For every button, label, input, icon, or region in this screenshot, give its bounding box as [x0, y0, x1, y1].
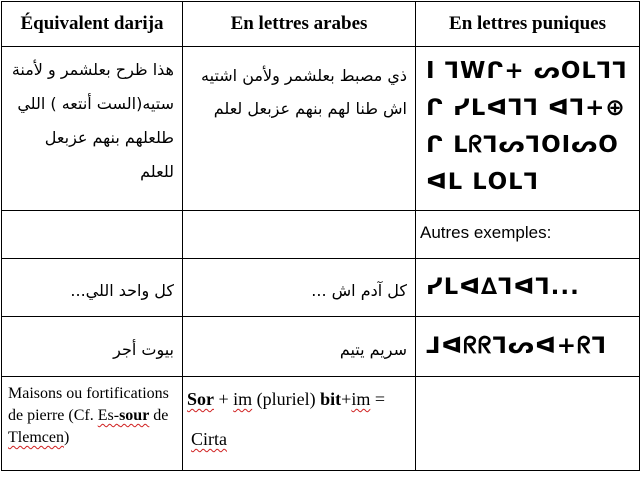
- formula-im: im: [351, 389, 371, 409]
- arabic-letters-cell: كل آدم اش ...: [183, 259, 416, 317]
- formula-text: =: [370, 389, 385, 409]
- darija-cell: كل واحد اللي...: [2, 259, 183, 317]
- formula-sor: Sor: [187, 389, 214, 409]
- header-row: [2, 2, 640, 47]
- autres-exemples-label: Autres exemples:: [416, 211, 640, 259]
- formula-im: im: [233, 389, 253, 409]
- formula-cirta: Cirta: [191, 429, 227, 449]
- note-text: Maisons ou fortifications de pierre (Cf.: [8, 385, 169, 424]
- header-arabic-letters: En lettres arabes: [183, 2, 416, 47]
- row-autres-exemples: [2, 211, 640, 259]
- formula-text: +: [214, 389, 234, 409]
- punic-letters-cell: ᒧᐊᖇᖇᒣᔕᐊ+ᖇᒣ: [416, 317, 640, 377]
- formula-text: +: [341, 389, 352, 409]
- transliteration-table: [1, 1, 640, 471]
- arabic-letters-cell: سريم يتيم: [183, 317, 416, 377]
- header-punic-letters: En lettres puniques: [416, 2, 640, 47]
- row-main-inscription: [2, 47, 640, 211]
- darija-cell: بيوت أجر: [2, 317, 183, 377]
- sor-formula-cell: [183, 377, 416, 471]
- formula-bit: bit: [320, 389, 342, 409]
- darija-cell: هذا ظرح بعلشمر و لأمنة ستيه(الست أنتعه ) اللي طلعلهم بنهم عزبعل للعلم: [2, 47, 183, 211]
- note-tlemcen: Tlemcen: [8, 429, 64, 446]
- empty-cell: [183, 211, 416, 259]
- empty-cell: [416, 377, 640, 471]
- row-sor-cirta: [2, 377, 640, 471]
- note-text: ): [63, 429, 70, 446]
- arabic-letters-cell: ذي مصبط بعلشمر ولأمن اشتيه اش طنا لهم بنهم عزبعل لعلم: [183, 47, 416, 211]
- note-sour: sour: [119, 407, 150, 424]
- note-es: Es-: [97, 407, 120, 424]
- maisons-note-cell: [2, 377, 183, 471]
- header-darija: Équivalent darija: [2, 2, 183, 47]
- note-text: de: [149, 407, 169, 424]
- empty-cell: [2, 211, 183, 259]
- punic-letters-cell: I ᒣWᒋ+ ᔕOᒪᒣᒣᒋ ᓯᒪᐊᒣᒣ ᐊᒣ+⊕ᒋ ᒪᖇᒣᔕᒣOIᔕOᐊᒪ ᒪOᒪᒣ: [416, 47, 640, 211]
- row-example-kol: [2, 259, 640, 317]
- row-example-sorim: [2, 317, 640, 377]
- punic-letters-cell: ᓯᒪᐊ∆ᒣᐊᒣ...: [416, 259, 640, 317]
- formula-text: (pluriel): [252, 389, 321, 409]
